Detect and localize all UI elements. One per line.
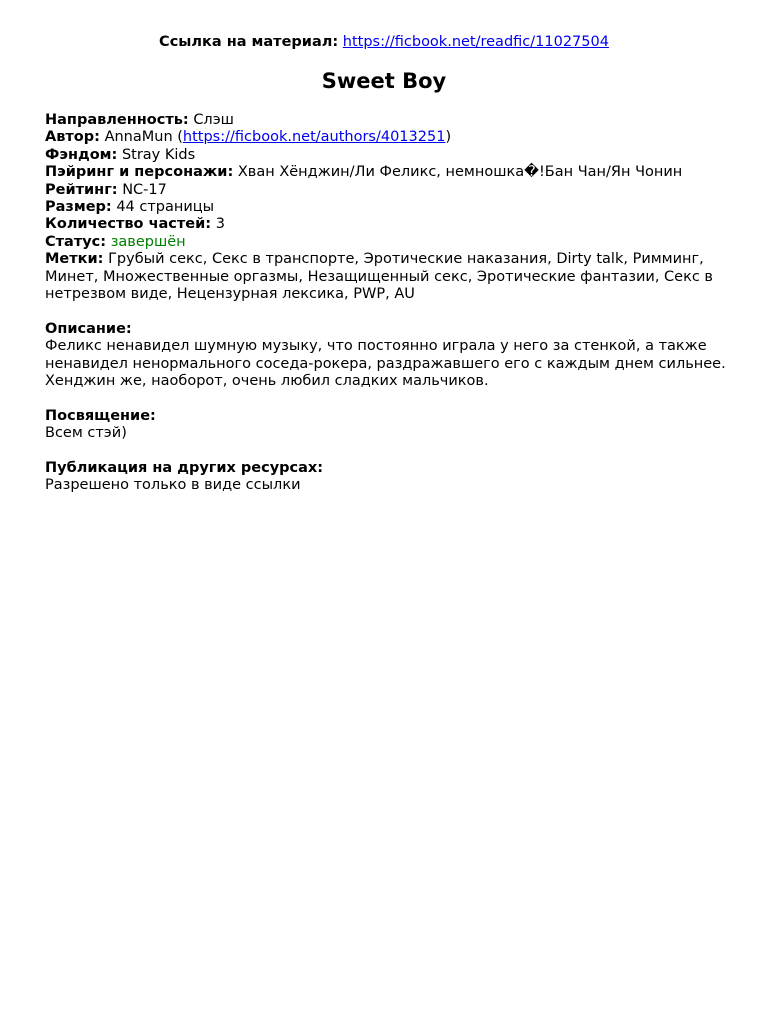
author-row: [45, 129, 735, 146]
author-paren-open: (: [172, 129, 183, 146]
description-heading: Описание:: [45, 320, 132, 337]
author-label: Автор:: [45, 129, 100, 146]
author-name: AnnaMun: [104, 129, 173, 146]
publication-heading: Публикация на других ресурсах:: [45, 460, 324, 477]
description-section: [45, 321, 735, 391]
status-label: Статус:: [45, 233, 107, 250]
dedication-section: [45, 408, 735, 443]
size-label: Размер:: [45, 199, 112, 216]
work-title: Sweet Boy: [321, 69, 447, 93]
rating-label: Рейтинг:: [45, 181, 118, 198]
fandom-label: Фэндом:: [45, 146, 118, 163]
direction-row: [45, 112, 735, 129]
source-label: Ссылка на материал:: [159, 34, 339, 50]
fandom-row: [45, 147, 735, 164]
dedication-heading: Посвящение:: [45, 407, 156, 424]
tags-value: Грубый секс, Секс в транспорте, Эротические наказания, Dirty talk, Римминг, Минет, Множественные оргазмы, Незащищенный секс, Эротические фантазии, Секс в нетрезвом виде, Нецензурная лексика, PWP, AU: [45, 251, 713, 303]
size-value: 44 страницы: [116, 199, 215, 216]
pairing-value: Хван Хёнджин/Ли Феликс, немношка�!Бан Чан/Ян Чонин: [237, 164, 683, 181]
fandom-value: Stray Kids: [121, 146, 196, 163]
description-text: Феликс ненавидел шумную музыку, что постоянно играла у него за стенкой, а также ненавидел ненормального соседа-рокера, раздражавшего его с каждым днем сильнее. Хенджин же, наоборот, очень любил сладких мальчиков.: [45, 338, 726, 390]
rating-value: NC-17: [122, 181, 167, 198]
size-row: [45, 199, 735, 216]
direction-value: Слэш: [193, 112, 234, 128]
tags-row: [45, 251, 735, 303]
status-row: [45, 234, 735, 251]
source-link[interactable]: https://ficbook.net/readfic/11027504: [342, 34, 609, 50]
pairing-label: Пэйринг и персонажи:: [45, 164, 234, 181]
rating-row: [45, 182, 735, 199]
parts-label: Количество частей:: [45, 216, 212, 233]
parts-row: [45, 216, 735, 233]
author-paren-close: ): [445, 129, 452, 146]
tags-label: Метки:: [45, 251, 104, 268]
source-link-line: [0, 34, 768, 51]
work-metadata: [45, 112, 735, 495]
status-value: завершён: [110, 233, 186, 250]
direction-label: Направленность:: [45, 112, 189, 128]
dedication-text: Всем стэй): [45, 425, 127, 442]
publication-section: [45, 460, 735, 495]
pairing-row: [45, 164, 735, 181]
author-link[interactable]: https://ficbook.net/authors/4013251: [182, 129, 446, 146]
publication-text: Разрешено только в виде ссылки: [45, 477, 301, 494]
parts-value: 3: [215, 216, 225, 233]
